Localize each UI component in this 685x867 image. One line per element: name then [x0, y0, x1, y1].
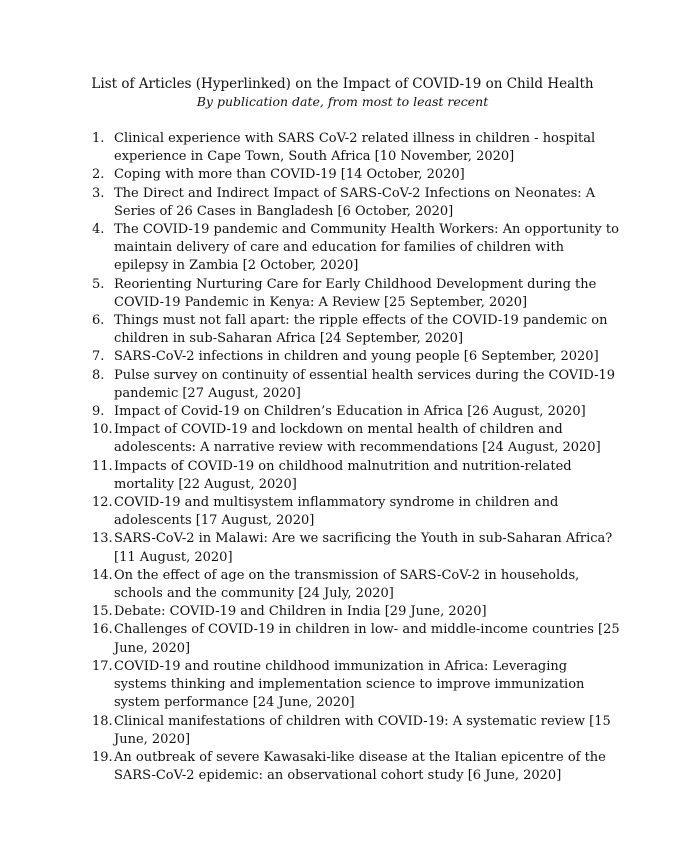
list-item-number: 7. — [92, 349, 105, 365]
page-subtitle: By publication date, from most to least recent — [196, 94, 489, 109]
article-link[interactable]: SARS-CoV-2 in Malawi: Are we sacrificing the Youth in sub-Saharan Africa? [11 August, 2020] — [114, 531, 613, 565]
list-item-number: 13. — [92, 531, 113, 547]
list-item-number: 15. — [92, 604, 113, 620]
list-item-number: 17. — [92, 658, 113, 674]
article-link[interactable]: Impacts of COVID-19 on childhood malnutrition and nutrition-related mortality [22 August, 2020] — [114, 458, 572, 492]
article-list — [92, 130, 622, 785]
list-item — [92, 312, 622, 348]
list-item — [92, 185, 622, 221]
list-item — [92, 713, 622, 749]
list-item — [92, 130, 622, 166]
list-item-number: 14. — [92, 567, 113, 583]
list-item — [92, 749, 622, 785]
page-title: List of Articles (Hyperlinked) on the Impact of COVID-19 on Child Health — [91, 76, 594, 92]
list-item — [92, 166, 622, 184]
article-link[interactable]: SARS-CoV-2 infections in children and young people [6 September, 2020] — [114, 349, 599, 365]
list-item — [92, 458, 622, 494]
list-item-number: 11. — [92, 458, 113, 474]
article-link[interactable]: An outbreak of severe Kawasaki-like disease at the Italian epicentre of the SARS-CoV-2 epidemic: an observational cohort study [6 June, 2020] — [114, 749, 606, 784]
list-item-number: 8. — [92, 367, 105, 383]
list-item — [92, 421, 622, 457]
list-item — [92, 348, 622, 366]
article-link[interactable]: Things must not fall apart: the ripple effects of the COVID-19 pandemic on children in sub-Saharan Africa [24 September, 2020] — [114, 313, 608, 347]
article-link[interactable]: Impact of Covid-19 on Children’s Education in Africa [26 August, 2020] — [114, 404, 586, 420]
article-link[interactable]: COVID-19 and multisystem inflammatory syndrome in children and adolescents [17 August, 2020] — [114, 495, 559, 529]
article-link[interactable]: Coping with more than COVID-19 [14 October, 2020] — [114, 167, 465, 183]
list-item — [92, 276, 622, 312]
list-item — [92, 221, 622, 276]
article-link[interactable]: Debate: COVID-19 and Children in India [29 June, 2020] — [114, 604, 487, 620]
article-link[interactable]: The COVID-19 pandemic and Community Health Workers: An opportunity to maintain delivery of care and education for families of children with epilepsy in Zambia [2 October, 2020] — [114, 222, 619, 274]
article-link[interactable]: On the effect of age on the transmission of SARS-CoV-2 in households, schools and the community [24 July, 2020] — [114, 567, 580, 602]
list-item — [92, 658, 622, 713]
article-link[interactable]: Clinical manifestations of children with COVID-19: A systematic review [15 June, 2020] — [114, 713, 611, 747]
list-item — [92, 621, 622, 657]
article-link[interactable]: Clinical experience with SARS CoV-2 related illness in children - hospital experience in Cape Town, South Africa [10 November, 2020] — [114, 131, 596, 165]
list-item-number: 6. — [92, 313, 105, 329]
list-item-number: 16. — [92, 622, 113, 638]
article-link[interactable]: COVID-19 and routine childhood immunization in Africa: Leveraging systems thinking and implementation science to improve immunization system performance [24 June, 2020] — [114, 658, 585, 711]
list-item-number: 19. — [92, 749, 113, 765]
article-link[interactable]: Pulse survey on continuity of essential health services during the COVID-19 pandemic [27 August, 2020] — [114, 367, 616, 401]
list-item — [92, 530, 622, 566]
list-item — [92, 567, 622, 603]
list-item — [92, 403, 622, 421]
list-item — [92, 494, 622, 530]
list-item-number: 12. — [92, 495, 113, 511]
list-item — [92, 367, 622, 403]
article-link[interactable]: Challenges of COVID-19 in children in low- and middle-income countries [25 June, 2020] — [114, 622, 620, 656]
list-item — [92, 603, 622, 621]
list-item-number: 3. — [92, 185, 105, 201]
list-item-number: 10. — [92, 422, 113, 438]
list-item-number: 2. — [92, 167, 105, 183]
list-item-number: 1. — [92, 131, 105, 146]
list-item-number: 18. — [92, 713, 113, 729]
list-item-number: 4. — [92, 222, 105, 238]
list-item-number: 9. — [92, 404, 105, 420]
article-link[interactable]: Impact of COVID-19 and lockdown on mental health of children and adolescents: A narrative review with recommendations [24 August, 2020] — [114, 422, 601, 456]
article-link[interactable]: The Direct and Indirect Impact of SARS-CoV-2 Infections on Neonates: A Series of 26 Cases in Bangladesh [6 October, 2020] — [114, 185, 596, 219]
article-link[interactable]: Reorienting Nurturing Care for Early Childhood Development during the COVID-19 Pandemic in Kenya: A Review [25 September, 2020] — [114, 276, 597, 310]
list-item-number: 5. — [92, 276, 105, 292]
